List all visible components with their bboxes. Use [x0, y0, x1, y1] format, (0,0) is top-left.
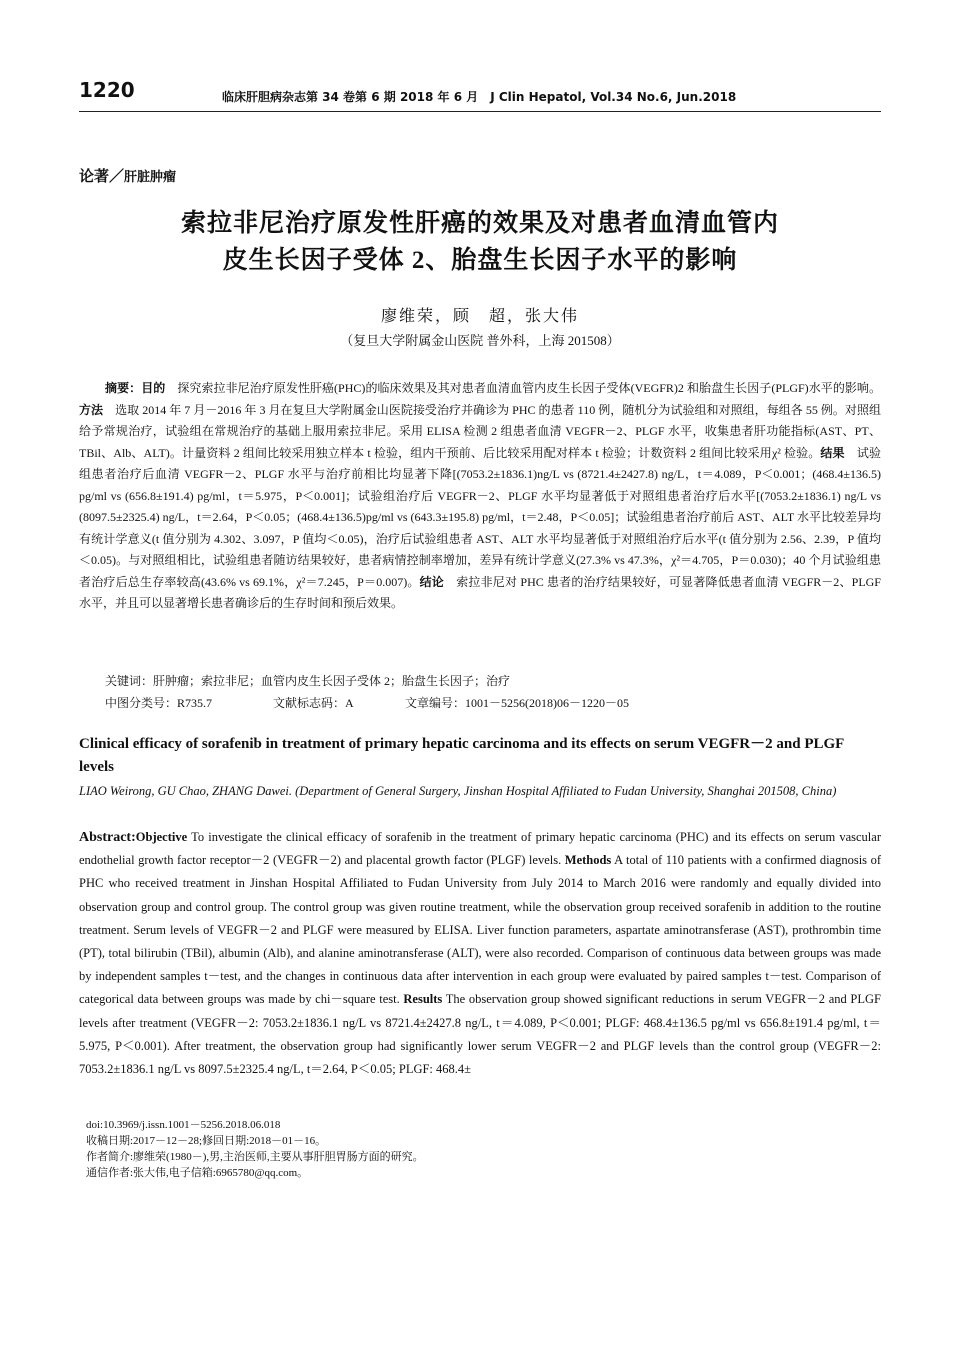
en-results-text: The observation group showed significant reductions in serum VEGFR－2 and PLGF levels after treatment (VEGFR－2: 7053.2±1836.1 ng/L vs 8721.4±2427.8 ng/L, t＝4.089, P＜0.001; PLGF: 468.4±136.5 pg/ml vs 656.8±191.4 pg/ml, t＝5.975, P＜0.001). After treatment, the observation group had significantly lower serum VEGFR－2 and PLGF levels than the control group (VEGFR－2: 7053.2±1836.1 ng/L vs 8097.5±2325.4 ng/L, t＝2.64, P＜0.05; PLGF: 468.4± — [79, 992, 881, 1077]
clc-number: 中图分类号：R735.7 — [105, 696, 213, 710]
english-abstract — [79, 826, 881, 1081]
en-objective-text: To investigate the clinical efficacy of sorafenib in the treatment of primary hepatic carcinoma (PHC) and its effects on serum vascular endothelial growth factor receptor－2 (VEGFR－2) and placental growth factor (PLGF) levels. — [79, 830, 881, 868]
methods-text: 选取 2014 年 7 月－2016 年 3 月在复旦大学附属金山医院接受治疗并确诊为 PHC 的患者 110 例，随机分为试验组和对照组，每组各 55 例。对照组给予常规治疗，试验组在常规治疗的基础上服用索拉非尼。采用 ELISA 检测 2 组患者血清 VEGFR－2、PLGF 水平，收集患者肝功能指标(AST、PT、TBil、Alb、ALT)。计量资料 2 组间比较采用独立样本 t 检验，组内干预前、后比较采用配对样本 t 检验；计数资料 2 组间比较采用χ² 检验。 — [79, 402, 881, 460]
author-bio: 作者简介:廖维荣(1980－),男,主治医师,主要从事肝胆胃肠方面的研究。 — [86, 1151, 424, 1163]
objective-label: 目的 — [141, 381, 166, 395]
english-title: Clinical efficacy of sorafenib in treatment of primary hepatic carcinoma and its effects on serum VEGFR－2 and PLGF levels — [79, 736, 844, 775]
article-number: 文章编号：1001－5256(2018)06－1220－05 — [405, 696, 629, 710]
document-code: 文献标志码：A — [273, 696, 354, 710]
conclusion-text: 索拉非尼对 PHC 患者的治疗结果较好，可显著降低患者血清 VEGFR－2、PLGF 水平，并且可以显著增长患者确诊后的生存时间和预后效果。 — [79, 574, 881, 610]
doi-link[interactable]: doi:10.3969/j.issn.1001－5256.2018.06.018 — [86, 1119, 281, 1131]
en-methods-label: Methods — [564, 853, 612, 868]
classification-line — [105, 694, 629, 711]
page-number: 1220 — [79, 78, 135, 102]
received-dates: 收稿日期:2017－12－28;修回日期:2018－01－16。 — [86, 1135, 327, 1147]
running-header: 临床肝胆病杂志第 34 卷第 6 期 2018 年 6 月 J Clin Hepatol, Vol.34 No.6, Jun.2018 — [222, 90, 737, 104]
results-label: 结果 — [820, 445, 845, 460]
en-results-label: Results — [403, 992, 443, 1007]
footnotes — [86, 1117, 424, 1181]
section-sub: 肝脏肿瘤 — [124, 170, 177, 185]
corresponding-author: 通信作者:张大伟,电子信箱:6965780@qq.com。 — [86, 1167, 309, 1179]
chinese-abstract — [79, 378, 881, 615]
section-main: 论著 — [79, 167, 110, 185]
en-abstract-label: Abstract: — [79, 830, 136, 845]
author-list: 廖维荣，顾 超，张大伟 — [380, 308, 579, 325]
section-separator: ／ — [109, 167, 125, 185]
header-rule — [79, 111, 881, 112]
section-label — [79, 165, 176, 186]
affiliation: （复旦大学附属金山医院 普外科，上海 201508） — [340, 333, 620, 348]
english-authors: LIAO Weirong, GU Chao, ZHANG Dawei. (Department of General Surgery, Jinshan Hospital Affiliated to Fudan University, Shanghai 201508, China) — [79, 784, 837, 798]
conclusion-label: 结论 — [419, 574, 445, 589]
methods-label: 方法 — [79, 402, 104, 417]
article-title-line-2: 皮生长因子受体 2、胎盘生长因子水平的影响 — [222, 247, 738, 274]
objective-text: 探究索拉非尼治疗原发性肝癌(PHC)的临床效果及其对患者血清血管内皮生长因子受体(VEGFR)2 和胎盘生长因子(PLGF)水平的影响。 — [165, 381, 881, 395]
results-text: 试验组患者治疗后血清 VEGFR－2、PLGF 水平与治疗前相比均显著下降[(7053.2±1836.1)ng/L vs (8721.4±2427.8) ng/L，t＝4.089，P＜0.001；(468.4±136.5) pg/ml vs (656.8±191.4) pg/ml，t＝5.975，P＜0.001]；试验组治疗后 VEGFR－2、PLGF 水平均显著低于对照组患者治疗后水平[(7053.2±1836.1) ng/L vs (8097.5±2325.4) ng/L，t＝2.64，P＜0.05；(468.4±136.5)pg/ml vs (643.3±195.8) pg/ml，t＝2.48，P＜0.05]；试验组患者治疗前后 AST、ALT 水平比较差异均有统计学意义(t 值分别为 4.302、3.097，P 值均＜0.05)，治疗后试验组患者 AST、ALT 水平均显著低于对照组治疗后水平(t 值分别为 2.56、2.39，P 值均＜0.05)。与对照组相比，试验组患者随访结果较好，患者病情控制率增加，差异有统计学意义(27.3% vs 47.3%，χ²＝4.705，P＝0.030)；40 个月试验组患者治疗后总生存率较高(43.6% vs 69.1%，χ²＝7.245，P＝0.007)。 — [79, 445, 881, 589]
en-methods-text: A total of 110 patients with a confirmed diagnosis of PHC who received treatment in Jinshan Hospital Affiliated to Fudan University from July 2014 to March 2016 were randomly and equally divided into observation group and control group. The control group was given routine treatment, while the observation group received sorafenib in addition to the routine treatment. Serum levels of VEGFR－2 and PLGF were measured by ELISA. Liver function parameters, aspartate aminotransferase (AST), prothrombin time (PT), total bilirubin (TBil), albumin (Alb), and alanine aminotransferase (ALT), were also recorded. Comparison of continuous data between groups was made by independent samples t－test, and the changes in continuous data after intervention in each group were evaluated by paired samples t－test. Comparison of categorical data between groups was made by chi－square test. — [79, 853, 881, 1007]
keywords: 关键词：肝肿瘤；索拉非尼；血管内皮生长因子受体 2；胎盘生长因子；治疗 — [105, 674, 511, 688]
abstract-label: 摘要： — [105, 381, 142, 395]
article-title-line-1: 索拉非尼治疗原发性肝癌的效果及对患者血清血管内 — [180, 210, 779, 237]
en-objective-label: Objective — [135, 830, 188, 844]
